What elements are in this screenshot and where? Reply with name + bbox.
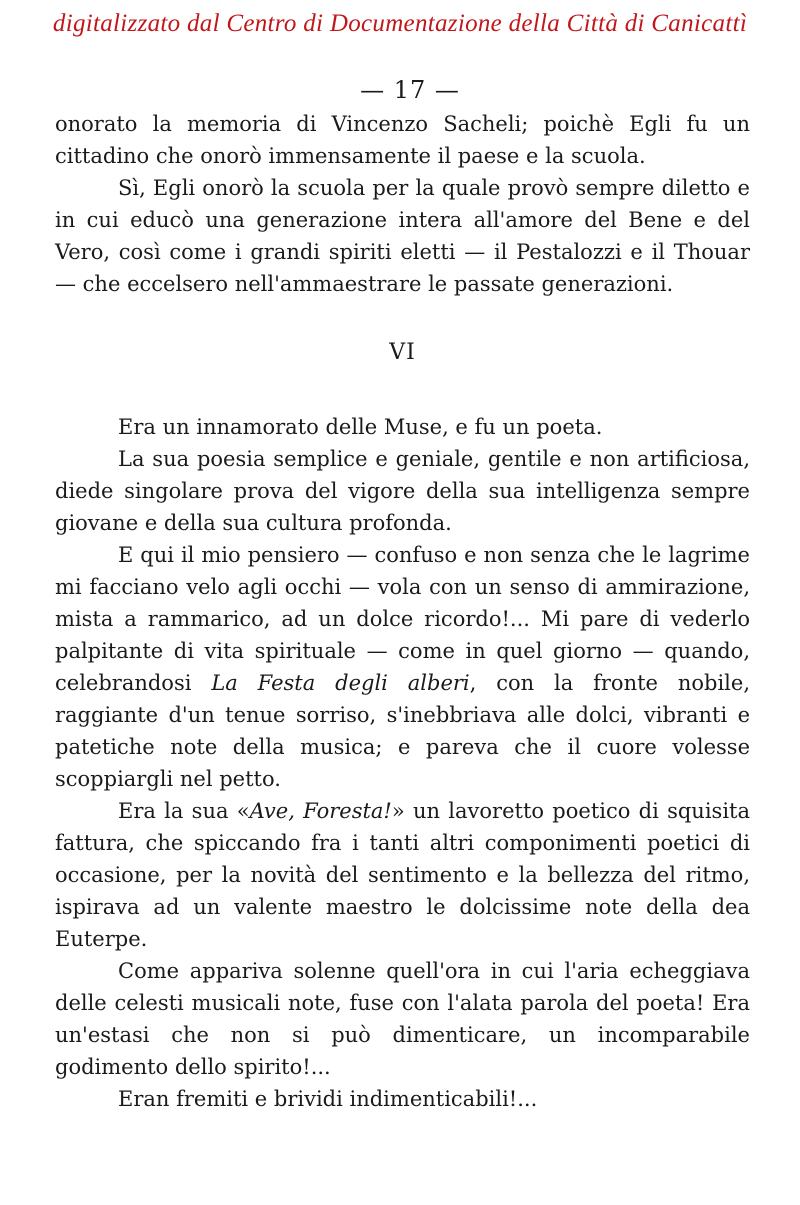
paragraph-poetry: La sua poesia semplice e geniale, gentile e non artificiosa, diede singolare prova del vigore della sua intelligenza sempre giovane e della sua cultura profonda. [55,447,750,535]
paragraph-memory [55,539,750,795]
paragraph-school: Sì, Egli onorò la scuola per la quale provò sempre diletto e in cui educò una generazione intera all'amore del Bene e del Vero, così come i grandi spiriti eletti — il Pestalozzi e il Thouar — che eccelsero nell'ammaestrare le passate generazioni. [55,176,750,296]
paragraph-shivers: Eran fremiti e brividi indimenticabili!... [118,1087,538,1111]
paragraph-solemn-hour: Come appariva solenne quell'ora in cui l'aria echeggiava delle celesti musicali note, fuse con l'alata parola del poeta! Era un'estasi che non si può dimenticare, un incomparabile godimento dello spirito!... [55,959,750,1079]
book-page [55,76,750,1115]
paragraph-poet: Era un innamorato delle Muse, e fu un poeta. [118,415,603,439]
paragraph-ave-text-b: » un lavoretto poetico di squisita fattura, che spiccando fra i tanti altri componimenti poetici di occasione, per la novità del sentimento e la bellezza del ritmo, ispirava ad un valente maestro le dolcissime note della dea Euterpe. [55,799,750,951]
festa-degli-alberi-title: La Festa degli alberi [211,671,470,695]
paragraph-ave-foresta [55,795,750,955]
page-number: — 17 — [360,76,460,104]
section-heading: VI [389,340,416,365]
paragraph-memory-text-b: , con la fronte nobile, raggiante d'un tenue sorriso, s'inebbriava alle dolci, vibranti e patetiche note della musica; e pareva che il cuore volesse scoppiargli nel petto. [55,671,750,791]
ave-foresta-title: Ave, Foresta! [249,799,392,823]
digitization-watermark: digitalizzato dal Centro di Documentazione della Città di Canicattì [52,10,748,37]
paragraph-continuation: onorato la memoria di Vincenzo Sacheli; poichè Egli fu un cittadino che onorò immensamente il paese e la scuola. [55,112,750,168]
paragraph-ave-text-a: Era la sua « [118,799,250,823]
paragraph-memory-text-a: E qui il mio pensiero — confuso e non senza che le lagrime mi facciano velo agli occhi — vola con un senso di ammirazione, mista a rammarico, ad un dolce ricordo!... Mi pare di vederlo palpitante di vita spirituale — come in quel giorno — quando, celebrandosi [55,543,750,695]
